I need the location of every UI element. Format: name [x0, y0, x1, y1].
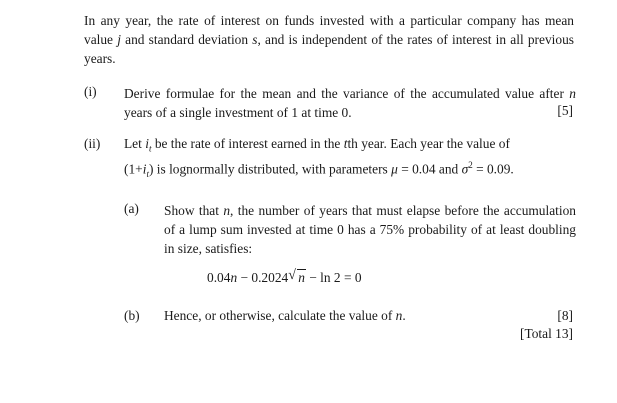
part-a-var-n: n [223, 203, 231, 218]
sqrt-sign: √ n [288, 268, 305, 285]
part-a-text [164, 201, 576, 258]
part-ii-var-t: t [343, 136, 348, 151]
part-b-label: (b) [124, 308, 140, 323]
part-ii-let: Let [124, 136, 142, 151]
sigma-exponent: 2 [468, 160, 473, 170]
part-ii-label: (ii) [84, 136, 101, 151]
equation [207, 270, 362, 286]
sigma-value: = 0.09. [476, 161, 514, 177]
sigma-symbol: σ [461, 161, 469, 177]
part-ii-line2-text: is lognormally distributed, with parameters [156, 161, 388, 177]
eq-lead: 0.04 [207, 270, 231, 285]
part-ii-paren-open: (1+ [124, 161, 143, 177]
part-ii-var-i2: i [142, 161, 147, 177]
intro-text-2: and standard deviation [125, 32, 249, 47]
eq-tail: − ln 2 = 0 [305, 270, 362, 285]
part-b-text [164, 308, 406, 324]
eq-minus: − 0.2024 [237, 270, 289, 285]
total-marks: [Total 13] [520, 326, 573, 341]
and-text: and [438, 161, 459, 177]
part-ii-var-i: i [145, 136, 149, 151]
intro-paragraph [84, 11, 574, 68]
part-b-var-n: n [395, 308, 403, 323]
part-ii-paren-close: ) [148, 161, 154, 177]
intro-text-3: , and is independent of the rates of interest in all previous years. [84, 32, 574, 66]
part-ii-sub-t2: t [146, 169, 149, 180]
eq-sqrt-arg: n [298, 270, 305, 285]
part-ii-line1 [124, 136, 576, 154]
part-b-text-1: Hence, or otherwise, calculate the value of [164, 308, 393, 323]
part-i-marks: [5] [557, 103, 573, 118]
mu-symbol: μ [391, 161, 398, 177]
part-b-marks: [8] [557, 308, 573, 323]
part-ii-text-c: th year. Each year the value of [347, 136, 510, 151]
part-a-text-2: , the number of years that must elapse before the accumulation of a lump sum invested at time 0 has a 75% probability of at least doubling in size, satisfies: [164, 203, 577, 256]
part-i-label: (i) [84, 84, 97, 99]
part-i-var-n: n [569, 86, 576, 101]
intro-text-1: In any year, the rate of interest on funds invested with a particular company has mean value [84, 13, 574, 47]
part-a-text-1: Show that [164, 203, 219, 218]
part-b-text-2: . [402, 308, 406, 323]
part-i-text-1: Derive formulae for the mean and the variance of the accumulated value after [124, 86, 564, 101]
intro-var-j: j [117, 32, 121, 47]
eq-n: n [230, 270, 238, 285]
part-a-label: (a) [124, 201, 139, 216]
part-ii-sub-t: t [148, 143, 152, 154]
intro-var-s: s [252, 32, 258, 47]
part-ii-line2 [124, 160, 514, 179]
mu-value: = 0.04 [401, 161, 436, 177]
part-i-text-2: years of a single investment of 1 at time 0. [124, 105, 352, 120]
part-ii-text-b: be the rate of interest earned in the [154, 136, 341, 151]
part-i-text [124, 84, 576, 122]
